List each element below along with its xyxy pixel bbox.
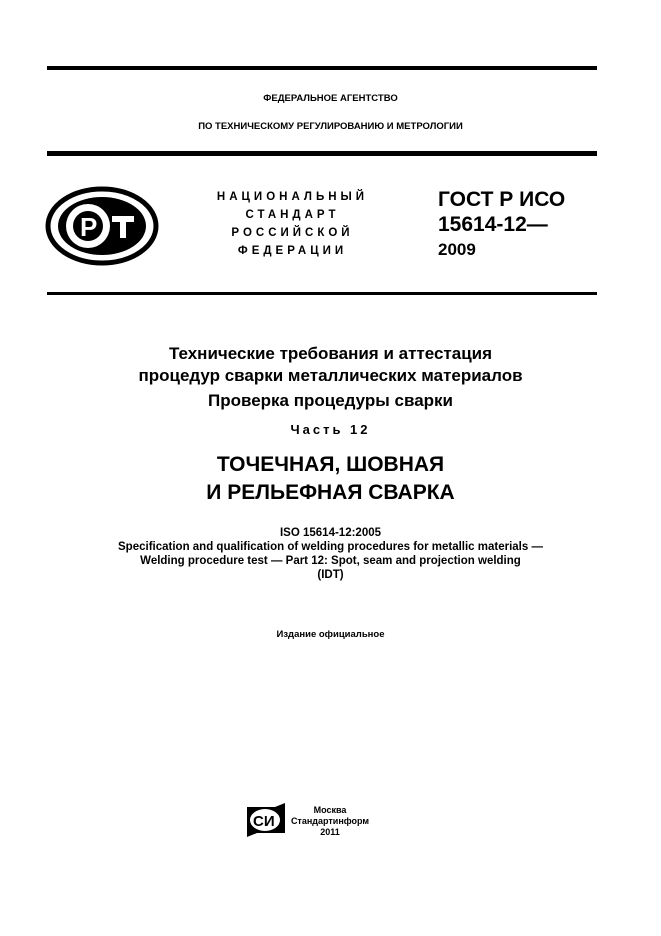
iso-title-line3: (IDT) (317, 569, 344, 581)
iso-title-line1: Specification and qualification of welding procedures for metallic materials — (118, 541, 543, 553)
designation (438, 187, 565, 262)
title-line3: Проверка процедуры сварки (207, 391, 453, 410)
standard-type-line: РОССИЙСКОЙ (231, 227, 354, 239)
subtitle-line2: И РЕЛЬЕФНАЯ СВАРКА (206, 481, 455, 504)
publisher-logo (245, 803, 287, 842)
iso-number: ISO 15614-12:2005 (279, 527, 382, 539)
standard-type-line: НАЦИОНАЛЬНЫЙ (216, 191, 369, 203)
header-rule (47, 151, 597, 156)
part-label: Часть 12 (290, 422, 371, 437)
rst-logo (44, 186, 160, 271)
title-line1: Технические требования и аттестация (168, 344, 493, 363)
publisher-info (290, 805, 370, 838)
edition-label: Издание официальное (276, 629, 385, 640)
standard-type-line: ФЕДЕРАЦИИ (237, 245, 348, 257)
top-rule (47, 66, 597, 70)
designation-line1: ГОСТ Р ИСО (438, 188, 566, 211)
svg-text:СИ: СИ (253, 813, 275, 830)
subtitle-line1: ТОЧЕЧНАЯ, ШОВНАЯ (216, 453, 445, 476)
standard-type-line: СТАНДАРТ (245, 209, 340, 221)
iso-title-line2: Welding procedure test — Part 12: Spot, seam and projection welding (140, 555, 521, 567)
publisher-name: Стандартинформ (290, 816, 370, 826)
svg-text:P: P (80, 212, 98, 242)
designation-line3: 2009 (438, 240, 476, 259)
middle-rule (47, 292, 597, 295)
agency-line1: ФЕДЕРАЛЬНОЕ АГЕНТСТВО (263, 93, 398, 104)
iso-block (0, 526, 661, 582)
standard-type (200, 188, 385, 260)
publisher-year: 2011 (320, 827, 340, 837)
title-block (0, 343, 661, 507)
designation-line2: 15614-12— (438, 213, 548, 236)
publisher-city: Москва (313, 805, 347, 815)
agency-line2: ПО ТЕХНИЧЕСКОМУ РЕГУЛИРОВАНИЮ И МЕТРОЛОГИИ (198, 121, 463, 132)
title-line2: процедур сварки металлических материалов (138, 366, 523, 385)
